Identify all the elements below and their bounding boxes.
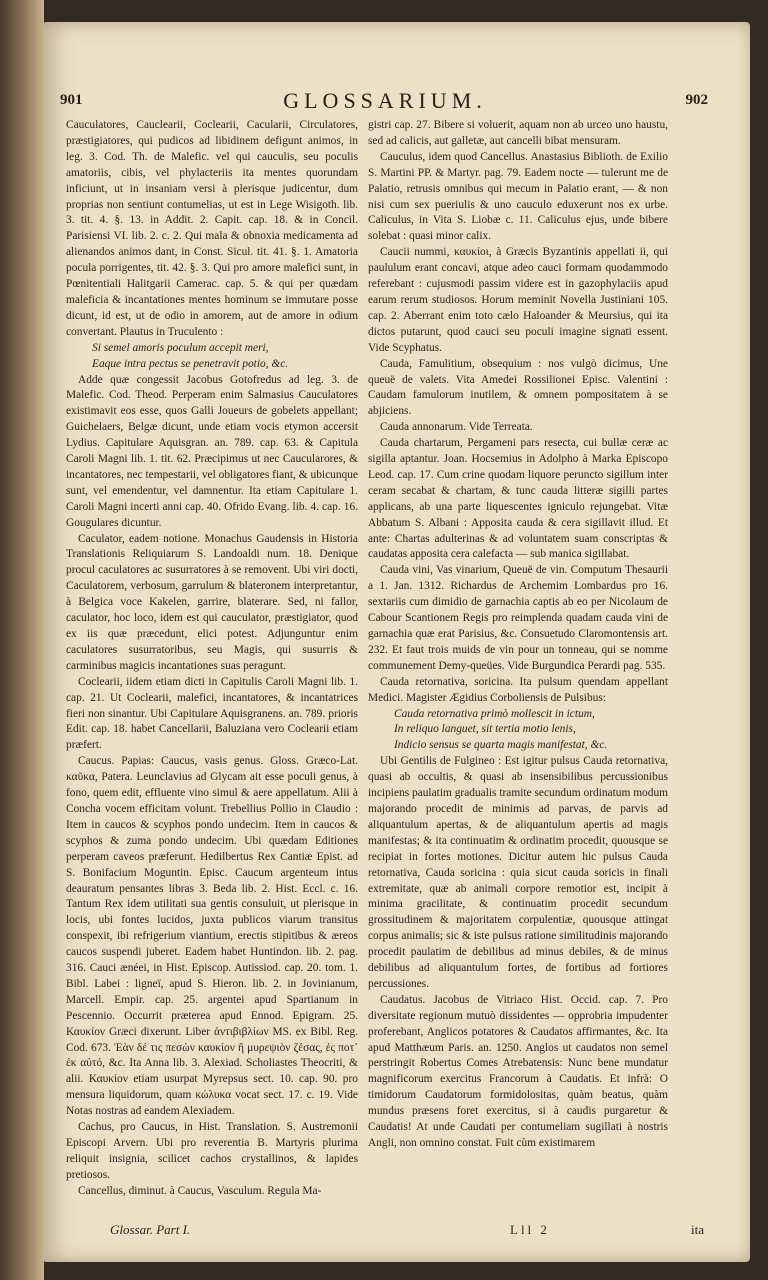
entry-paragraph: Cachus, pro Caucus, in Hist. Translation. S. Austremonii Episcopi Arvern. Ubi pro reverentia B. Martyris plurima reliquit insignia, scilicet cachos crystallinos, & lapides pretiosos.: [66, 1121, 358, 1181]
verse-line: Cauda retornativa primò mollescit in ictum,: [394, 707, 595, 720]
catchword: ita: [691, 1222, 704, 1237]
page-header: [60, 88, 710, 118]
entry-paragraph: Cauda, Famulitium, obsequium : nos vulgò dicimus, Une queuë de valets. Vita Amedei Rossilionei Episc. Valentini : Caudam famulorum inutilem, & omnem pompositatem à se abjiciens.: [368, 357, 668, 418]
verse-line: Eaque intra pectus se penetravit potio, &c.: [92, 357, 289, 370]
entry-paragraph: Ubi Gentilis de Fulgineo : Est igitur pulsus Cauda retornativa, quasi ab occultis, & quasi ab insensibilibus percussionibus incipiens paulatim gradualis tramite secundum ordinatum modum majorando procedit de minimis ad parvas, de parvis ad aliquantulum apertas, & de aliquantulum apertis ad magis manifestas; & ita continuatim & ordinatim procedit, quousque se recipiat in fortes motiones. Dicitur autem hic pulsus Cauda retornativa, Cauda soricina : quia sicut cauda soricis in finali extremitate, quæ ab animali corpore remotior est, incipit à minima gracilitate, & continuatim procedit secundum grossitudinem & majoritatem corpulentiæ, quousque attingat corpus animalis; sic & iste pulsus ratione similitudinis majorando procedit paulatim de debilibus ad minus debiles, & de minus debilibus ad aliquantulum fortes, de fortibus ad fortiores percussiones.: [368, 755, 668, 990]
folio-number-right: 902: [685, 92, 708, 108]
entry-paragraph: Cauda chartarum, Pergameni pars resecta, cui bullæ ceræ ac sigilla aptantur. Joan. Hocsemius in Adolpho à Marka Episcopo Leod. cap. 17. Cum crine quodam liquore peruncto sigillum inter ceram secabat & chartam, & tunc cauda litteræ sigilli partes applicans, ab una parte liquescentes igniculo rejungebat. Vitæ Abbatum S. Albani : Apposita cauda & cera sigillavit illud. Et ante: Chartas adulterinas & ad voluntatem suam conscriptas & caudatas apposita cera calefacta — sub manica sigillabat.: [368, 437, 668, 561]
right-column: [368, 118, 668, 1218]
entry-paragraph: Caudatus. Jacobus de Vitriaco Hist. Occid. cap. 7. Pro diversitate regionum mutuò dissidentes — opprobria impudenter proferebant, Anglicos potatores & Caudatos affirmantes, &c. Ita apud Matthæum Paris. an. 1250. Anglos ut caudatos non semel perstringit Robertus Comes Atrebatensis: Nunc bene mundatur magnificorum exercitus Francorum à Caudatis. Et infrà: O timidorum Caudatorum formidolositas, quàm beatus, quàm mundus præsens foret exercitus, si à caudis purgaretur & Caudatis! At unde Caudati per contumeliam sugillati à nostris Angli, non omnino constat. Fuit cùm existimarem: [368, 993, 668, 1149]
verse-line: Indicio sensus se quarta magis manifestat, &c.: [394, 739, 608, 752]
entry-paragraph: Adde quæ congessit Jacobus Gotofredus ad leg. 3. de Malefic. Cod. Theod. Perperam enim Salmasius Cauculatores existimavit eos esse, quos Galli Joueurs de gobelets appellant; Guichelaers, Belgæ dicunt, unde etiam vocis etymon accersit Lydius. Capitulare Aquisgran. an. 789. cap. 63. & Capitula Caroli Magni lib. 1. tit. 62. Præcipimus ut nec Caucularores, & incantatores, nec tempestarii, vel obligatores fiant, & ubicunque sunt, vel emendentur, vel damnentur. Ita etiam Capitulare 1. Caroli Magni incerti anni cap. 40. Ofrido Evang. lib. 4. cap. 16. Gougulares dicuntur.: [66, 373, 358, 529]
volume-signature: Glossar. Part I.: [110, 1222, 191, 1237]
entry-paragraph: Caucii nummi, καυκίοι, à Græcis Byzantinis appellati ii, qui paululum erant concavi, atque adeo cauci formam quodammodo referebant : cujusmodi passim videre est in gazophylaciis apud earum rerum studiosos. Horum meminit Novella Justiniani 105. cap. 2. Aberrant enim toto cælo Haloander & Meursius, qui ita dictos putarunt, quod cauci seu poculi imagine signati essent. Vide Scyphatus.: [368, 246, 668, 354]
entry-paragraph: gistri cap. 27. Bibere si voluerit, aquam non ab urceo uno haustu, sed ad calicis, aut galletæ, aut cancelli bibat mensuram.: [368, 119, 668, 147]
page-footer: [70, 1222, 720, 1244]
verse-line: Si semel amoris poculum accepit meri,: [92, 341, 269, 354]
entry-paragraph: Cauda retornativa, soricina. Ita pulsum quendam appellant Medici. Magister Ægidius Corboliensis de Pulsibus:: [368, 675, 668, 704]
verse-line: In reliquo languet, sit tertia motio lenis,: [394, 723, 576, 736]
book-gutter-edge: [0, 0, 44, 1280]
entry-paragraph: Caucus. Papias: Caucus, vasis genus. Gloss. Græco-Lat. καῦκα, Patera. Leunclavius ad Glycam ait esse poculi genus, à fono, quem edit, effluente vino simul & aere appellatum. Alii à Concha vocem efficitam volunt. Trebellius Pollio in Claudio : Item in caucos & scyphos pondo undecim. Item in caucos & scyphos & zuma pondo undecim. Ubi quædam Editiones perperam caveos præferunt. Hedilbertus Rex Cantiæ Epist. ad S. Bonifacium Moguntin. Episc. Caucum argenteum intus deauratum pensantes libras 3. Beda lib. 2. Hist. Eccl. c. 16. Tantum Rex idem utilitati sua gentis consuluit, ut plerisque in locis, ubi fontes lucidos, juxta publicos viarum transitus conspexit, ibi refrigerium viantium, erectis stipitibus & æreos caucos suspendi juberet. Eadem habet Huntindon. lib. 2. pag. 316. Cauci ænéei, in Hist. Episcop. Autissiod. cap. 20. tom. 1. Bibl. Labei : ligneï, apud S. Hieron. lib. 2. in Jovinianum, Marcell. Empir. cap. 25. argentei apud Spartianum in Pescennio. Occurrit præterea apud Ennod. Epigram. 25. Καυκίον Græci dixerunt. Liber ἀντιβιβλίων MS. ex Bibl. Reg. Cod. 673. Ἐὰν δέ τις πεσὼν καυκίον ἢ μυρεψιὸν ζέσας, ἐς ποτ᾿ ἐκ αὐτό, &c. Ita Anna lib. 3. Alexiad. Scholiastes Theocriti, & alii. Καυκίον etiam usurpat Myrepsus sect. 10. cap. 90. pro mensura liquidorum, quam κώλυκα vocat sect. 17. c. 19. Vide Notas nostras ad eandem Alexiadem.: [66, 755, 358, 1118]
entry-paragraph: Cauda annonarum. Vide Terreata.: [380, 421, 533, 434]
folio-number-left: 901: [60, 92, 83, 108]
gathering-signature: Lll 2: [510, 1222, 550, 1237]
entry-paragraph: Cauda vini, Vas vinarium, Queuë de vin. Computum Thesaurii a 1. Jan. 1312. Richardus de Archemim Lombardus pro 16. sextariis cum dimidio de garnachia captis ab eo per Nicolaum de Cabour Scantionem Regis pro reimplenda quadam cauda vini de garnachia quæ erat Parisius, &c. Consuetudo Claromontensis art. 232. Et faut trois muids de vin pour un tonneau, qui se nomme communement Demy-queües. Vide Burgundica Perardi pag. 535.: [368, 564, 668, 672]
running-title: GLOSSARIUM.: [283, 88, 487, 113]
entry-paragraph: Cauculus, idem quod Cancellus. Anastasius Biblioth. de Exilio S. Martini PP. & Martyr. pag. 79. Eadem nocte — tulerunt me de Palatio, retrusis omnibus qui mecum in Palatio erant, — & non nisi cum sex pueriulis & uno cauculo eduxerunt nos ex urbe. Caliculus, in Vita S. Liobæ c. 11. Caliculus ejus, unde bibere solebat : quasi minor calix.: [368, 150, 668, 243]
left-column: [66, 118, 358, 1218]
entry-paragraph: Cauculatores, Cauclearii, Coclearii, Cacularii, Circulatores, præstigiatores, qui pudicos ad libidinem defigunt animos, in leg. 3. Cod. Th. de Malefic. vel qui cauculis, seu poculis amatoriis, cibis, vel phylacteriis ita mentes quorundam inficiunt, ut in insaniam versi à plerisque judicentur, dum proprias non sentiunt contumelias, ut est in Lege Wisigoth. lib. 3. tit. 4. §. 13. in Addit. 2. Capit. cap. 18. & in Concil. Parisiensi VI. lib. 2. c. 2. Qui mala & obnoxia medicamenta ad alienandos animos dant, in Const. Sicul. tit. 41. §. 1. Amatoria pocula porrigentes, tit. 42. §. 3. Qui pro amore malefici sunt, in Pœnitentiali Halitgarii Camerac. cap. 5. & qui per quædam maleficia & incantationes mentes hominum se immutare posse dicunt, id est, ut de odio in amorem, aut de amore in odium convertant. Plautus in Truculento :: [66, 119, 358, 338]
entry-paragraph: Caculator, eadem notione. Monachus Gaudensis in Historia Translationis Reliquiarum S. Landoaldi num. 18. Denique procul caculatores ac susurratores à se removent. Ubi viri docti, Caculatorem, verbosum, garrulum & blateronem interpretantur, à Belgica voce Kakelen, garrire, blaterare. Sed, ni fallor, caculator, hoc loco, idem est qui cauculator, præstigiator, quod ex iis quæ præcedunt, elici potest. Adjunguntur enim caculatores susurratoribus, seu Magis, qui susurris & carminibus magicis incantationes suas peragunt.: [66, 532, 358, 672]
entry-paragraph: Coclearii, iidem etiam dicti in Capitulis Caroli Magni lib. 1. cap. 21. Ut Coclearii, malefici, incantatores, & incantatrices fieri non sinantur. Ubi Capitulare Aquisgranens. an. 789. prioris Edit. cap. 18. habet Cancellarii, Baluziana vero Coclearii etiam præfert.: [66, 675, 358, 752]
entry-paragraph: Cancellus, diminut. à Caucus, Vasculum. Regula Ma-: [78, 1184, 322, 1197]
